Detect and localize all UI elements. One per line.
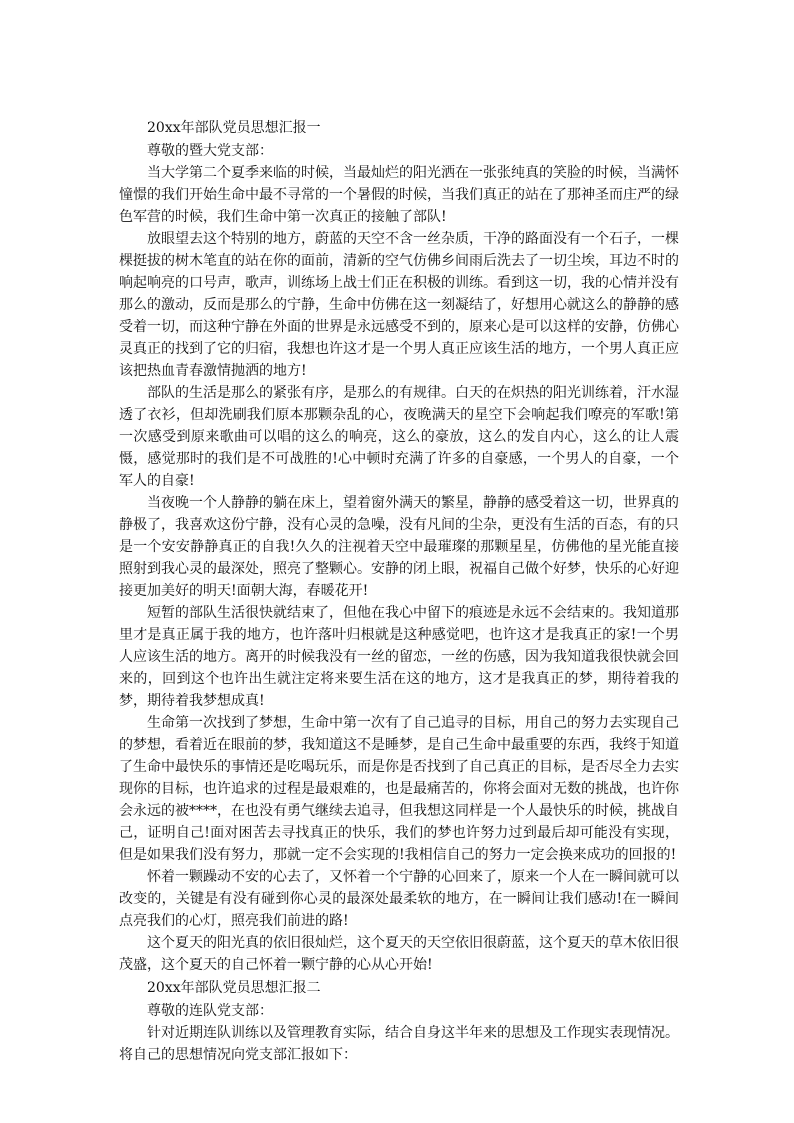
report1-paragraph: 放眼望去这个特别的地方，蔚蓝的天空不含一丝杂质，干净的路面没有一个石子，一棵棵挺拔的树木笔直的站在你的面前，清新的空气仿佛乡间雨后洗去了一切尘埃，耳边不时的响起响亮的口号声，歌声，训练场上战士们正在积极的训练。看到这一切，我的心情并没有那么的激动，反而是那么的宁静，生命中仿佛在这一刻凝结了，好想用心就这么的静静的感受着一切，而这种宁静在外面的世界是永远感受不到的，原来心是可以这样的安静，仿佛心灵真正的找到了它的归宿，我想也许这才是一个男人真正应该生活的地方，一个男人真正应该把热血青春激情抛洒的地方! <box>119 231 679 379</box>
report1-paragraph: 这个夏天的阳光真的依旧很灿烂，这个夏天的天空依旧很蔚蓝，这个夏天的草木依旧很茂盛，这个夏天的自己怀着一颗宁静的心从心开始! <box>119 935 679 973</box>
report2-title: 20xx年部队党员思想汇报二 <box>147 980 321 996</box>
report1-paragraph: 当夜晚一个人静静的躺在床上，望着窗外满天的繁星，静静的感受着这一切，世界真的静极了，我喜欢这份宁静，没有心灵的急噪，没有凡间的尘杂，更没有生活的百态，有的只是一个安安静静真正的自我!久久的注视着天空中最璀璨的那颗星星，仿佛他的星光能直接照射到我心灵的最深处，照亮了整颗心。安静的闭上眼，祝福自己做个好梦，快乐的心好迎接更加美好的明天!面朝大海，春暖花开! <box>119 495 679 599</box>
document-body <box>119 116 679 1066</box>
report1-paragraph: 当大学第二个夏季来临的时候，当最灿烂的阳光洒在一张张纯真的笑脸的时候，当满怀憧憬的我们开始生命中最不寻常的一个暑假的时候，当我们真正的站在了那神圣而庄严的绿色军营的时候，我们生命中第一次真正的接触了部队! <box>119 165 679 225</box>
report2-salutation: 尊敬的连队党支部： <box>147 1003 273 1019</box>
report1-paragraph: 生命第一次找到了梦想，生命中第一次有了自己追寻的目标，用自己的努力去实现自己的梦想，看着近在眼前的梦，我知道这不是睡梦，是自己生命中最重要的东西，我终于知道了生命中最快乐的事情还是吃喝玩乐，而是你是否找到了自己真正的目标，是否尽全力去实现你的目标，也许追求的过程是最艰难的，也是最痛苦的，你将会面对无数的挑战，也许你会永远的被****，在也没有勇气继续去追寻，但我想这同样是一个人最快乐的时候，挑战自己，证明自己!面对困苦去寻找真正的快乐，我们的梦也许努力过到最后却可能没有实现，但是如果我们没有努力，那就一定不会实现的!我相信自己的努力一定会换来成功的回报的! <box>119 715 679 863</box>
report1-paragraph: 短暂的部队生活很快就结束了，但他在我心中留下的痕迹是永远不会结束的。我知道那里才是真正属于我的地方，也许落叶归根就是这种感觉吧，也许这才是我真正的家!一个男人应该生活的地方。离开的时候我没有一丝的留恋，一丝的伤感，因为我知道我很快就会回来的，回到这个也许出生就注定将来要生活在这的地方，这才是我真正的梦，期待着我的梦，期待着我梦想成真! <box>119 605 679 709</box>
report1-paragraph: 怀着一颗躁动不安的心去了，又怀着一个宁静的心回来了，原来一个人在一瞬间就可以改变的，关键是有没有碰到你心灵的最深处最柔软的地方，在一瞬间让我们感动!在一瞬间点亮我们的心灯，照亮我们前进的路! <box>119 869 679 929</box>
report1-title: 20xx年部队党员思想汇报一 <box>147 120 321 136</box>
report1-salutation: 尊敬的暨大党支部： <box>147 143 273 159</box>
report1-paragraph: 部队的生活是那么的紧张有序，是那么的有规律。白天的在炽热的阳光训练着，汗水湿透了衣衫，但却洗刷我们原本那颗杂乱的心，夜晚满天的星空下会响起我们嘹亮的军歌!第一次感受到原来歌曲可以唱的这么的响亮，这么的豪放，这么的发自内心，这么的让人震慑，感觉那时的我们是不可战胜的!心中顿时充满了许多的自豪感，一个男人的自豪，一个军人的自豪! <box>119 385 679 489</box>
report2-paragraph: 针对近期连队训练以及管理教育实际，结合自身这半年来的思想及工作现实表现情况。将自己的思想情况向党支部汇报如下： <box>119 1025 679 1063</box>
